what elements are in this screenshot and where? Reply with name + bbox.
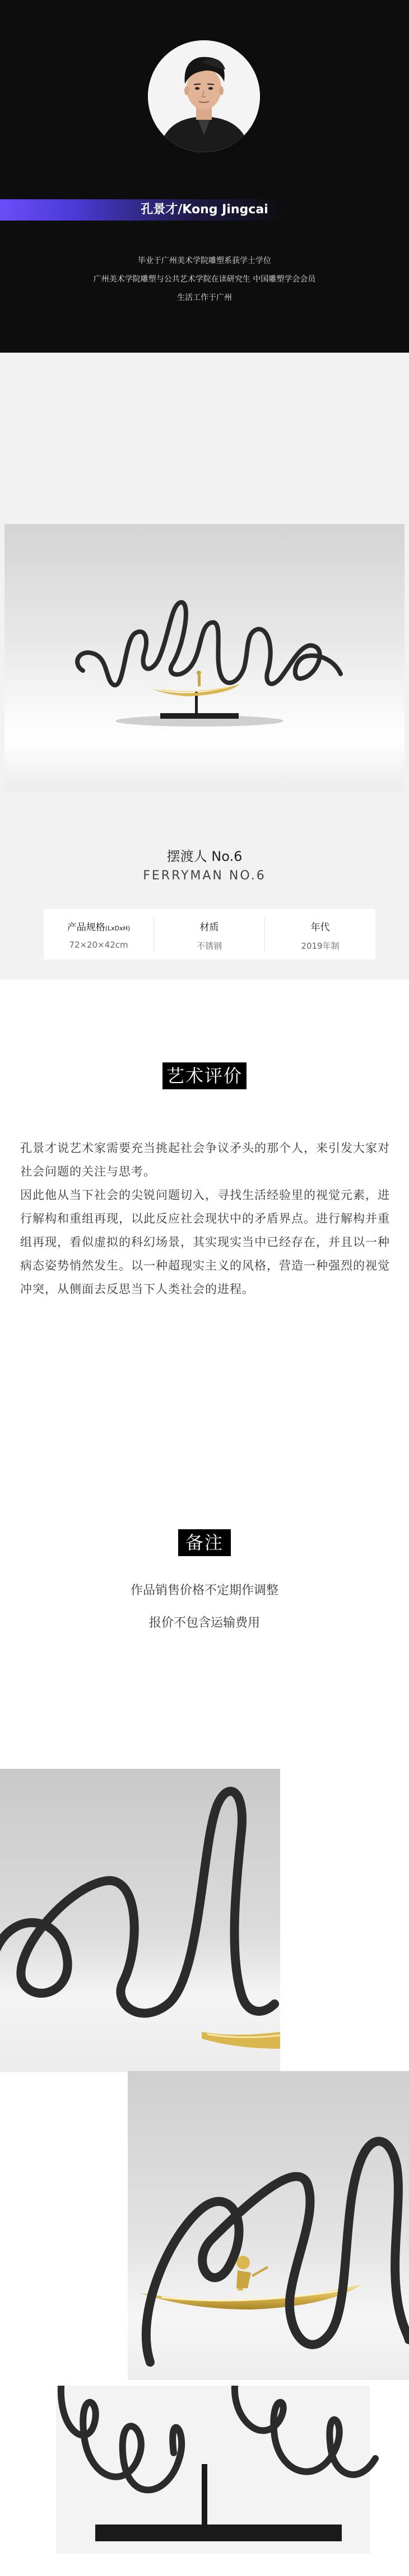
spec-size [44, 909, 154, 959]
product-section [0, 353, 409, 980]
bio-line: 毕业于广州美术学院雕塑系获学士学位 [138, 256, 271, 265]
spec-label-note: (LxDxH) [105, 925, 131, 932]
artist-name: 孔景才/Kong Jingcai [141, 203, 268, 217]
spec-label: 产品规格 [67, 922, 105, 933]
detail-photo-ferryman [128, 2071, 409, 2380]
spec-value: 不锈钢 [196, 941, 222, 951]
artist-avatar [148, 40, 260, 152]
review-paragraph: 孔景才说艺术家需要充当挑起社会争议矛头的那个人，来引发大家对社会问题的关注与思考。 [20, 1141, 390, 1178]
spec-label: 年代 [310, 922, 330, 933]
work-title: 摆渡人 No.6 [166, 849, 243, 864]
notes-heading: 备注 [178, 1529, 231, 1556]
work-subtitle: FERRYMAN NO.6 [143, 869, 266, 883]
detail-photo-base [0, 2386, 409, 2576]
spec-value: 2019年制 [301, 941, 340, 951]
spec-table [44, 909, 375, 959]
review-paragraph: 因此他从当下社会的尖锐问题切入，寻找生活经验里的视觉元素，进行解构和重组再现，以此反应社会现状中的矛盾界点。进行解构并重组再现，看似虚拟的科幻场景，其实现实当中已经存在，并且以一种病态姿势悄然发生。以一种超现实主义的风格，营造一种强烈的视觉冲突，从侧面去反思当下人类社会的进程。 [20, 1188, 390, 1296]
detail-photo-wire [0, 1769, 280, 2072]
review-heading: 艺术评价 [162, 1062, 247, 1089]
sculpture-photo [4, 524, 405, 791]
note-line: 报价不包含运输费用 [148, 1616, 260, 1630]
spec-year [265, 909, 375, 959]
spec-value: 72×20×42cm [69, 940, 128, 950]
spec-material [154, 909, 264, 959]
bio-line: 生活工作于广州 [177, 293, 232, 302]
spec-label: 材质 [199, 922, 219, 933]
artist-header [0, 0, 409, 353]
note-line: 作品销售价格不定期作调整 [130, 1584, 278, 1598]
review-text [20, 1136, 390, 1301]
artist-bio [0, 252, 409, 307]
bio-line: 广州美术学院雕塑与公共艺术学院在读研究生 中国雕塑学会会员 [93, 275, 316, 284]
